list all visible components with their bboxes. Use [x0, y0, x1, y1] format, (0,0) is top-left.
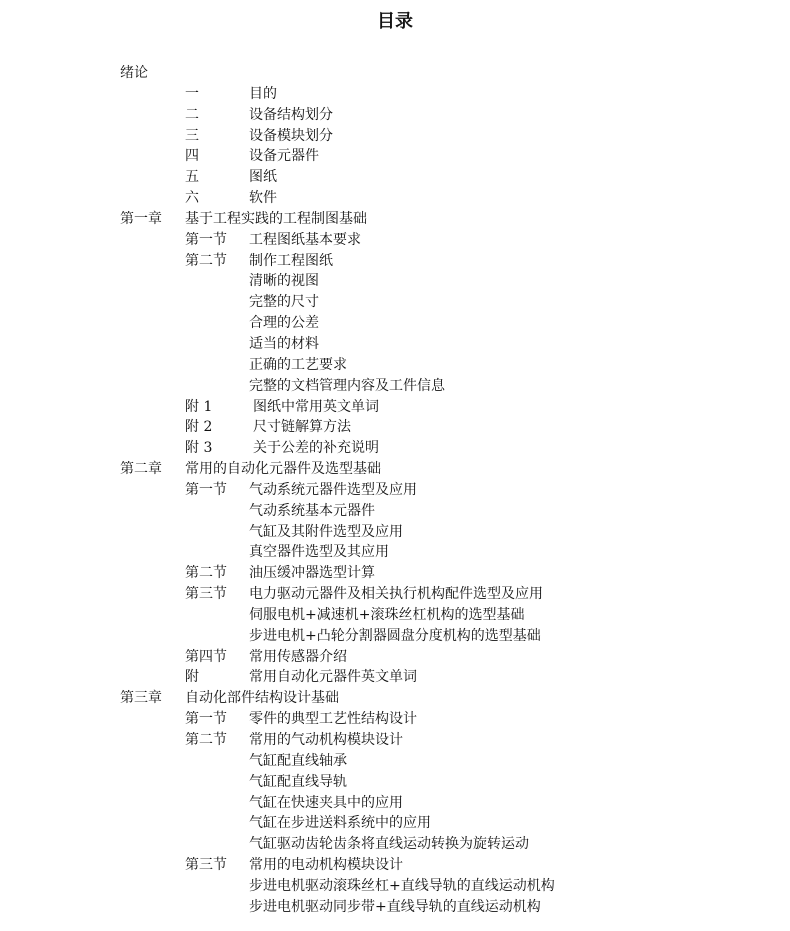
- toc-entry: [0, 605, 790, 626]
- toc-entry: [0, 376, 790, 397]
- toc-entry-title: 尺寸链解算方法: [253, 419, 351, 436]
- toc-entry-title: 油压缓冲器选型计算: [249, 565, 375, 582]
- toc-chapter-label: 第三章: [120, 690, 162, 707]
- toc-entry: [0, 522, 790, 543]
- toc-entry: [0, 855, 790, 876]
- toc-entry: [0, 105, 790, 126]
- toc-entry: [0, 501, 790, 522]
- toc-entry: [0, 563, 790, 584]
- toc-entry: [0, 834, 790, 855]
- toc-entry: [0, 334, 790, 355]
- toc-entry: [0, 167, 790, 188]
- toc-entry-title: 关于公差的补充说明: [253, 440, 379, 457]
- toc-entry: [0, 146, 790, 167]
- toc-chapter-label: 第一章: [120, 210, 162, 227]
- toc-chapter-label: 绪论: [120, 65, 148, 81]
- toc-entry-title: 设备结构划分: [249, 106, 333, 123]
- toc-entry: [0, 292, 790, 313]
- toc-entry: [0, 813, 790, 834]
- toc-section-label: 自动化部件结构设计基础: [185, 690, 339, 707]
- toc-entry: [0, 626, 790, 647]
- toc-entry-title: 完整的文档管理内容及工件信息: [249, 377, 445, 394]
- toc-section-label: 二: [185, 106, 199, 123]
- toc-entry-title: 常用的气动机构模块设计: [249, 732, 403, 748]
- toc-section-label: 第一节: [185, 231, 227, 248]
- toc-entry-title: 步进电机驱动同步带+直线导轨的直线运动机构: [249, 898, 541, 915]
- toc-entry: [0, 313, 790, 334]
- toc-entry-title: 合理的公差: [249, 315, 319, 332]
- toc-entry: [0, 730, 790, 751]
- toc-entry-title: 步进电机驱动滚珠丝杠+直线导轨的直线运动机构: [249, 877, 555, 894]
- toc-entry: [0, 251, 790, 272]
- toc-entry: [0, 793, 790, 814]
- toc-entry-title: 真空器件选型及其应用: [249, 544, 389, 561]
- toc-entry-title: 清晰的视图: [249, 273, 319, 290]
- toc-entry: [0, 688, 790, 709]
- toc-entry: [0, 667, 790, 688]
- toc-chapter-label: 第二章: [120, 461, 162, 478]
- toc-entry-title: 电力驱动元器件及相关执行机构配件选型及应用: [249, 586, 543, 603]
- toc-entry-title: 气动系统元器件选型及应用: [249, 481, 417, 498]
- toc-entry-title: 常用传感器介绍: [249, 648, 347, 665]
- toc-entry-title: 常用自动化元器件英文单词: [249, 669, 417, 686]
- toc-entry-title: 软件: [249, 190, 277, 207]
- toc-section-label: 附 2: [185, 419, 213, 436]
- toc-entry-title: 气缸在步进送料系统中的应用: [249, 815, 431, 832]
- toc-entry-title: 常用的电动机构模块设计: [249, 857, 403, 874]
- toc-entry-title: 气缸在快速夹具中的应用: [249, 794, 403, 811]
- toc-entry: [0, 417, 790, 438]
- toc-entry-title: 正确的工艺要求: [249, 356, 347, 373]
- toc-entry-title: 图纸中常用英文单词: [253, 398, 379, 415]
- table-of-contents: [0, 63, 790, 918]
- toc-entry-title: 步进电机+凸轮分割器圆盘分度机构的选型基础: [249, 627, 541, 644]
- toc-section-label: 第二节: [185, 252, 227, 269]
- toc-entry: [0, 438, 790, 459]
- toc-section-label: 第一节: [185, 711, 227, 728]
- toc-entry: [0, 271, 790, 292]
- toc-entry-title: 气缸及其附件选型及应用: [249, 523, 403, 540]
- toc-entry: [0, 647, 790, 668]
- toc-entry: [0, 876, 790, 897]
- toc-entry-title: 气缸驱动齿轮齿条将直线运动转换为旋转运动: [249, 836, 529, 853]
- toc-entry: [0, 542, 790, 563]
- toc-section-label: 三: [185, 127, 199, 144]
- toc-entry-title: 零件的典型工艺性结构设计: [249, 711, 417, 728]
- toc-section-label: 第二节: [185, 732, 227, 748]
- toc-section-label: 一: [185, 85, 199, 102]
- toc-section-label: 第四节: [185, 648, 227, 665]
- toc-entry-title: 气动系统基本元器件: [249, 502, 375, 519]
- toc-entry-title: 气缸配直线轴承: [249, 752, 347, 769]
- toc-entry: [0, 751, 790, 772]
- toc-section-label: 常用的自动化元器件及选型基础: [185, 461, 381, 478]
- toc-entry-title: 气缸配直线导轨: [249, 773, 347, 790]
- toc-entry-title: 设备元器件: [249, 148, 319, 165]
- toc-entry: [0, 772, 790, 793]
- toc-section-label: 附 1: [185, 398, 213, 415]
- toc-entry: [0, 126, 790, 147]
- toc-entry-title: 适当的材料: [249, 335, 319, 352]
- toc-entry: [0, 397, 790, 418]
- toc-entry: [0, 209, 790, 230]
- toc-entry-title: 图纸: [249, 169, 277, 186]
- toc-entry: [0, 459, 790, 480]
- toc-entry: [0, 188, 790, 209]
- toc-entry-title: 工程图纸基本要求: [249, 231, 361, 248]
- toc-entry: [0, 480, 790, 501]
- toc-entry-title: 完整的尺寸: [249, 294, 319, 311]
- page-title: 目录: [377, 11, 413, 32]
- toc-entry-title: 目的: [249, 85, 277, 102]
- toc-section-label: 基于工程实践的工程制图基础: [185, 210, 367, 227]
- toc-entry-title: 伺服电机+减速机+滚珠丝杠机构的选型基础: [249, 606, 525, 623]
- toc-section-label: 附 3: [185, 440, 213, 457]
- toc-entry-title: 制作工程图纸: [249, 252, 333, 269]
- toc-entry: [0, 709, 790, 730]
- toc-section-label: 第二节: [185, 565, 227, 582]
- toc-entry: [0, 897, 790, 918]
- toc-section-label: 第三节: [185, 586, 227, 603]
- toc-entry: [0, 230, 790, 251]
- toc-section-label: 附: [185, 669, 199, 686]
- toc-section-label: 第三节: [185, 857, 227, 874]
- toc-entry: [0, 584, 790, 605]
- toc-entry: [0, 355, 790, 376]
- toc-entry-title: 设备模块划分: [249, 127, 333, 144]
- toc-entry: [0, 84, 790, 105]
- toc-section-label: 五: [185, 169, 199, 186]
- toc-section-label: 六: [185, 190, 199, 207]
- toc-section-label: 四: [185, 148, 199, 165]
- toc-entry: [0, 63, 790, 84]
- toc-section-label: 第一节: [185, 481, 227, 498]
